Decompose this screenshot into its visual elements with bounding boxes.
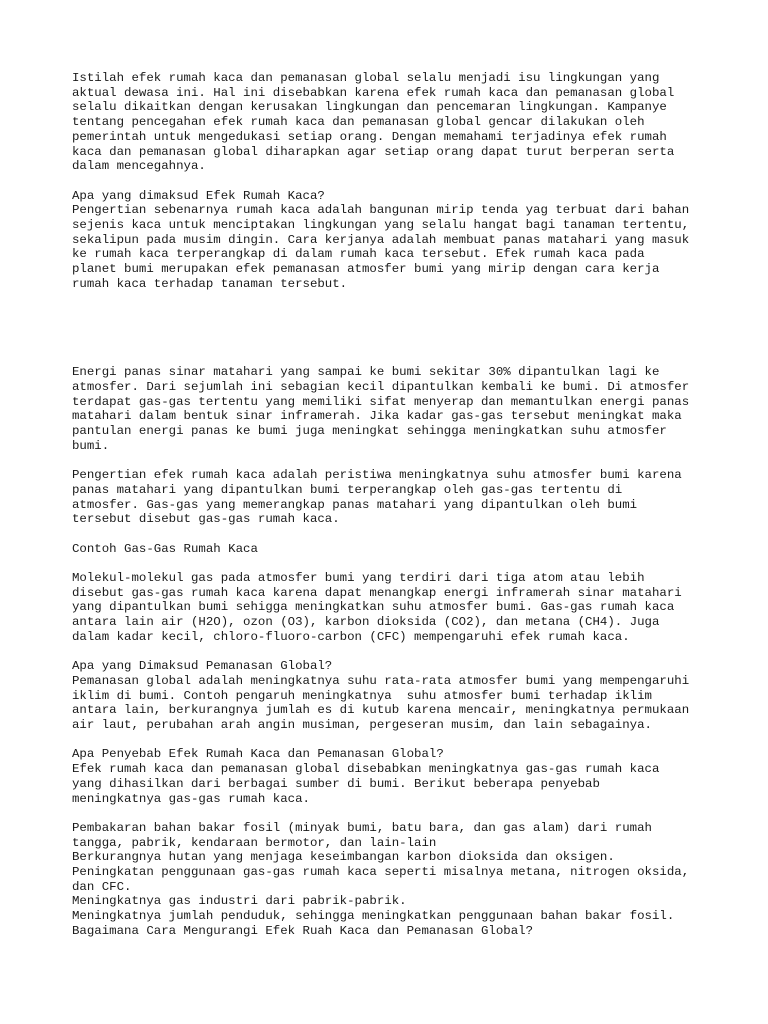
greenhouse-definition-paragraph: Pengertian efek rumah kaca adalah peristiwa meningkatnya suhu atmosfer bumi karena panas matahari yang dipantulkan bumi terperangkap oleh gas-gas tertentu di atmosfer. Gas-gas yang memerangkap panas matahari yang dipantulkan oleh bumi tersebut disebut gas-gas rumah kaca. bbox=[72, 468, 682, 527]
heading-efek-rumah-kaca: Apa yang dimaksud Efek Rumah Kaca? bbox=[72, 188, 325, 203]
spacer bbox=[72, 556, 732, 571]
global-warming-paragraph: Pemanasan global adalah meningkatnya suhu rata-rata atmosfer bumi yang mempengaruhi iklim di bumi. Contoh pengaruh meningkatnya suhu atmosfer bumi terhadap iklim antara lain, berkurangnya jumlah es di kutub karena mencair, meningkatnya permukaan air laut, perubahan arah angin musiman, pergeseran musim, dan lain sebagainya. bbox=[72, 673, 690, 733]
spacer bbox=[72, 174, 732, 189]
intro-paragraph: Istilah efek rumah kaca dan pemanasan global selalu menjadi isu lingkungan yang aktual dewasa ini. Hal ini disebabkan karena efek rumah kaca dan pemanasan global selalu dikaitkan dengan kerusakan lingkungan dan pencemaran lingkungan. Kampanye tentang pencegahan efek rumah kaca dan pemanasan global gencar dilakukan oleh pemerintah untuk mengedukasi setiap orang. Dengan memahami terjadinya efek rumah kaca dan pemanasan global diharapkan agar setiap orang dapat turut berperan serta dalam mencegahnya. bbox=[72, 71, 675, 174]
heading-pemanasan-global: Apa yang Dimaksud Pemanasan Global? bbox=[72, 659, 333, 674]
causes-list: Pembakaran bahan bakar fosil (minyak bumi, batu bara, dan gas alam) dari rumah tangga, pabrik, kendaraan bermotor, dan lain-lain Berkurangnya hutan yang menjaga keseimbangan karbon dioksida dan oksigen. Peningkatan penggunaan gas-gas rumah kaca seperti misalnya metana, nitrogen oksida, dan CFC. Meningkatnya gas industri dari pabrik-pabrik. Meningkatnya jumlah penduduk, sehingga meningkatkan penggunaan bahan bakar fosil. Bagaimana Cara Mengurangi Efek Ruah Kaca dan Pemanasan Global? bbox=[72, 820, 690, 938]
causes-intro-paragraph: Efek rumah kaca dan pemanasan global disebabkan meningkatnya gas-gas rumah kaca yang dihasilkan dari berbagai sumber di bumi. Berikut beberapa penyebab meningkatnya gas-gas rumah kaca. bbox=[72, 762, 660, 806]
heading-contoh-gas: Contoh Gas-Gas Rumah Kaca bbox=[72, 541, 258, 556]
spacer bbox=[72, 645, 732, 660]
definition-paragraph: Pengertian sebenarnya rumah kaca adalah bangunan mirip tenda yag terbuat dari bahan sejenis kaca untuk menciptakan lingkungan yang selalu hangat bagi tanaman tertentu, sekalipun pada musim dingin. Cara kerjanya adalah membuat panas matahari yang masuk ke rumah kaca terperangkap di dalam rumah kaca tersebut. Efek rumah kaca pada planet bumi merupakan efek pemanasan atmosfer bumi yang mirip dengan cara kerja rumah kaca terhadap tanaman tersebut. bbox=[72, 203, 690, 291]
gas-paragraph: Molekul-molekul gas pada atmosfer bumi yang terdiri dari tiga atom atau lebih disebut gas-gas rumah kaca karena dapat menangkap energi inframerah sinar matahari yang dipantulkan bumi sehigga meningkatkan suhu atmosfer bumi. Gas-gas rumah kaca antara lain air (H2O), ozon (O3), karbon dioksida (CO2), dan metana (CH4). Juga dalam kadar kecil, chloro-fluoro-carbon (CFC) mempengaruhi efek rumah kaca. bbox=[72, 571, 682, 644]
spacer bbox=[72, 806, 732, 821]
spacer bbox=[72, 733, 732, 748]
spacer bbox=[72, 292, 732, 351]
spacer bbox=[72, 351, 732, 366]
heading-penyebab: Apa Penyebab Efek Rumah Kaca dan Pemanasan Global? bbox=[72, 747, 444, 762]
spacer bbox=[72, 453, 732, 468]
spacer bbox=[72, 527, 732, 542]
energy-paragraph: Energi panas sinar matahari yang sampai ke bumi sekitar 30% dipantulkan lagi ke atmosfer. Dari sejumlah ini sebagian kecil dipantulkan kembali ke bumi. Di atmosfer terdapat gas-gas tertentu yang memiliki sifat menyerap dan memantulkan energi panas matahari dalam bentuk sinar inframerah. Jika kadar gas-gas tersebut meningkat maka pantulan energi panas ke bumi juga meningkat sehingga meningkatkan suhu atmosfer bumi. bbox=[72, 365, 690, 453]
document-page bbox=[72, 71, 732, 939]
